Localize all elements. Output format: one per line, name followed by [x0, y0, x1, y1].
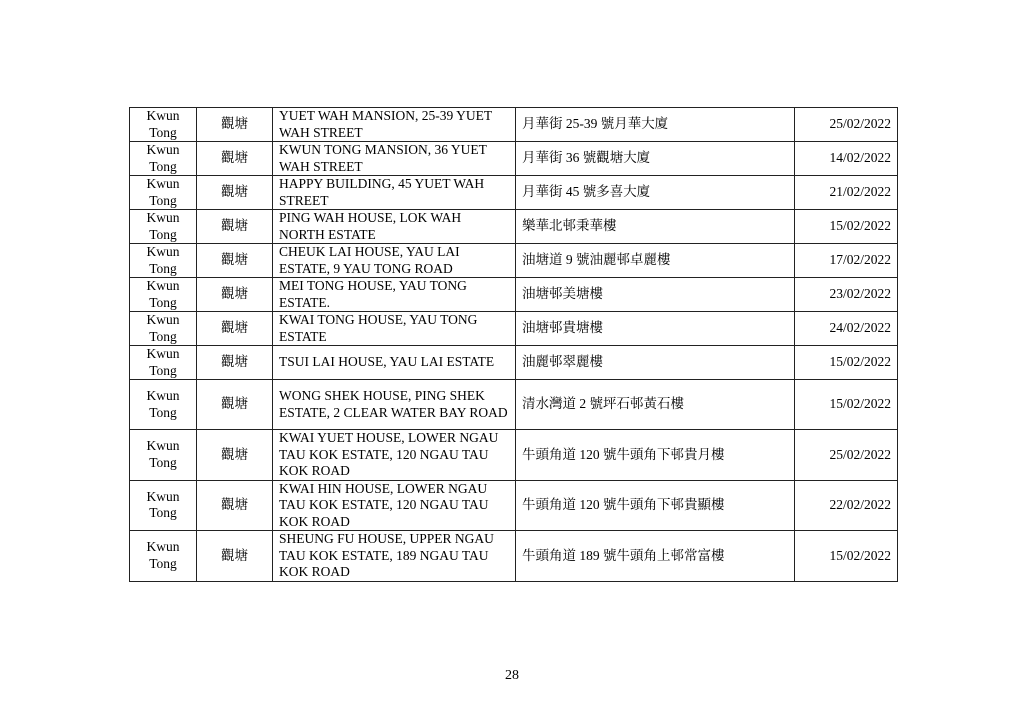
address-zh-cell: 月華街 36 號觀塘大廈	[516, 142, 795, 176]
district-zh-cell: 觀塘	[197, 531, 273, 582]
date-cell: 25/02/2022	[795, 430, 898, 481]
date-cell: 15/02/2022	[795, 210, 898, 244]
district-zh-cell: 觀塘	[197, 430, 273, 481]
district-zh-cell: 觀塘	[197, 346, 273, 380]
table-body	[130, 108, 898, 582]
district-zh-cell: 觀塘	[197, 142, 273, 176]
table-row	[130, 430, 898, 481]
table-row	[130, 312, 898, 346]
address-en-cell: WONG SHEK HOUSE, PING SHEK ESTATE, 2 CLEAR WATER BAY ROAD	[273, 380, 516, 430]
address-zh-cell: 油塘道 9 號油麗邨卓麗樓	[516, 244, 795, 278]
date-cell: 15/02/2022	[795, 531, 898, 582]
table-row	[130, 108, 898, 142]
date-cell: 14/02/2022	[795, 142, 898, 176]
address-zh-cell: 月華街 25-39 號月華大廈	[516, 108, 795, 142]
table-row	[130, 531, 898, 582]
district-zh-cell: 觀塘	[197, 312, 273, 346]
date-cell: 15/02/2022	[795, 380, 898, 430]
district-en-cell: Kwun Tong	[130, 380, 197, 430]
address-en-cell: KWAI HIN HOUSE, LOWER NGAU TAU KOK ESTATE, 120 NGAU TAU KOK ROAD	[273, 480, 516, 531]
address-en-cell: CHEUK LAI HOUSE, YAU LAI ESTATE, 9 YAU TONG ROAD	[273, 244, 516, 278]
address-en-cell: KWAI TONG HOUSE, YAU TONG ESTATE	[273, 312, 516, 346]
address-zh-cell: 樂華北邨秉華樓	[516, 210, 795, 244]
district-en-cell: Kwun Tong	[130, 176, 197, 210]
address-zh-cell: 牛頭角道 120 號牛頭角下邨貴顯樓	[516, 480, 795, 531]
district-zh-cell: 觀塘	[197, 244, 273, 278]
table-row	[130, 380, 898, 430]
district-zh-cell: 觀塘	[197, 176, 273, 210]
table-row	[130, 176, 898, 210]
address-en-cell: YUET WAH MANSION, 25-39 YUET WAH STREET	[273, 108, 516, 142]
date-cell: 15/02/2022	[795, 346, 898, 380]
address-en-cell: PING WAH HOUSE, LOK WAH NORTH ESTATE	[273, 210, 516, 244]
table-row	[130, 142, 898, 176]
address-en-cell: SHEUNG FU HOUSE, UPPER NGAU TAU KOK ESTATE, 189 NGAU TAU KOK ROAD	[273, 531, 516, 582]
address-en-cell: TSUI LAI HOUSE, YAU LAI ESTATE	[273, 346, 516, 380]
address-zh-cell: 牛頭角道 120 號牛頭角下邨貴月樓	[516, 430, 795, 481]
district-en-cell: Kwun Tong	[130, 312, 197, 346]
date-cell: 17/02/2022	[795, 244, 898, 278]
district-en-cell: Kwun Tong	[130, 108, 197, 142]
address-zh-cell: 牛頭角道 189 號牛頭角上邨常富樓	[516, 531, 795, 582]
address-zh-cell: 油塘邨貴塘樓	[516, 312, 795, 346]
district-zh-cell: 觀塘	[197, 278, 273, 312]
date-cell: 23/02/2022	[795, 278, 898, 312]
date-cell: 24/02/2022	[795, 312, 898, 346]
building-list-table	[129, 107, 898, 582]
date-cell: 22/02/2022	[795, 480, 898, 531]
table-row	[130, 210, 898, 244]
address-zh-cell: 月華街 45 號多喜大廈	[516, 176, 795, 210]
district-en-cell: Kwun Tong	[130, 531, 197, 582]
address-en-cell: MEI TONG HOUSE, YAU TONG ESTATE.	[273, 278, 516, 312]
district-zh-cell: 觀塘	[197, 210, 273, 244]
address-zh-cell: 油麗邨翠麗樓	[516, 346, 795, 380]
table-row	[130, 346, 898, 380]
district-en-cell: Kwun Tong	[130, 430, 197, 481]
table-row	[130, 480, 898, 531]
address-zh-cell: 油塘邨美塘樓	[516, 278, 795, 312]
district-en-cell: Kwun Tong	[130, 278, 197, 312]
district-en-cell: Kwun Tong	[130, 142, 197, 176]
address-zh-cell: 清水灣道 2 號坪石邨黃石樓	[516, 380, 795, 430]
address-en-cell: KWAI YUET HOUSE, LOWER NGAU TAU KOK ESTATE, 120 NGAU TAU KOK ROAD	[273, 430, 516, 481]
district-zh-cell: 觀塘	[197, 380, 273, 430]
address-en-cell: KWUN TONG MANSION, 36 YUET WAH STREET	[273, 142, 516, 176]
page-number: 28	[505, 668, 519, 683]
district-en-cell: Kwun Tong	[130, 480, 197, 531]
table-row	[130, 244, 898, 278]
district-zh-cell: 觀塘	[197, 480, 273, 531]
district-en-cell: Kwun Tong	[130, 346, 197, 380]
district-en-cell: Kwun Tong	[130, 244, 197, 278]
district-zh-cell: 觀塘	[197, 108, 273, 142]
date-cell: 25/02/2022	[795, 108, 898, 142]
date-cell: 21/02/2022	[795, 176, 898, 210]
district-en-cell: Kwun Tong	[130, 210, 197, 244]
table-row	[130, 278, 898, 312]
address-en-cell: HAPPY BUILDING, 45 YUET WAH STREET	[273, 176, 516, 210]
